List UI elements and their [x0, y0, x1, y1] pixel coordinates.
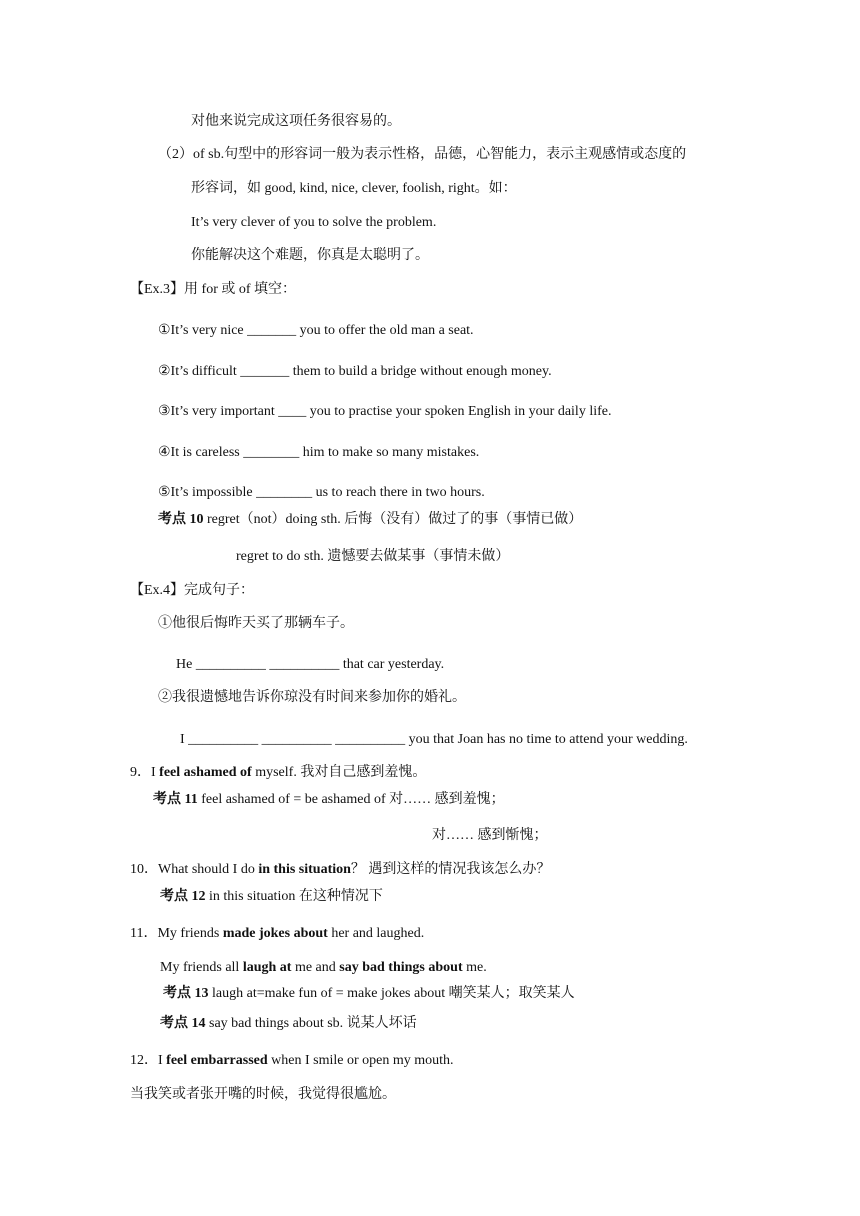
key-point	[163, 985, 575, 1003]
key-point	[153, 791, 505, 809]
sentence-text: 11．My friends	[130, 926, 223, 941]
sentence-text: myself. 我对自己感到羞愧。	[251, 765, 427, 780]
key-point-text: in this situation 在这种情况下	[205, 889, 383, 904]
text-line: 对他来说完成这项任务很容易的。	[191, 114, 401, 129]
key-point-label: 考点 13	[163, 986, 209, 1001]
sentence-phrase: in this situation	[258, 862, 351, 877]
sentence-10	[130, 861, 550, 879]
key-point	[158, 511, 582, 529]
sentence-text: 9．I	[130, 765, 160, 780]
text-line: 形容词，如 good, kind, nice, clever, foolish, right。如：	[191, 181, 517, 196]
sentence-phrase: made jokes about	[222, 926, 328, 941]
exercise-item: ④It is careless ________ him to make so many mistakes.	[158, 445, 480, 460]
key-point-text: feel ashamed of = be ashamed of 对…… 感到羞愧；	[197, 792, 505, 807]
text-line: It’s very clever of you to solve the problem.	[191, 215, 437, 230]
key-point-label: 考点 10	[158, 512, 204, 527]
sentence-phrase: feel ashamed of	[159, 765, 252, 780]
key-point-text: regret（not）doing sth. 后悔（没有）做过了的事（事情已做）	[203, 512, 583, 527]
sentence-text: My friends all	[160, 960, 243, 975]
key-point-text: laugh at=make fun of = make jokes about 嘲笑某人；取笑某人	[208, 986, 575, 1001]
text-line: 对…… 感到惭愧；	[432, 828, 548, 843]
sentence-11	[130, 925, 424, 943]
sentence-text: her and laughed.	[327, 926, 425, 941]
text-line: 当我笑或者张开嘴的时候，我觉得很尴尬。	[130, 1087, 396, 1102]
text-line: regret to do sth. 遗憾要去做某事（事情未做）	[236, 549, 510, 564]
exercise-item: ①他很后悔昨天买了那辆车子。	[158, 616, 354, 631]
sentence-phrase: laugh at	[242, 960, 292, 975]
sentence-text: me.	[462, 960, 487, 975]
exercise-item: ①It’s very nice _______ you to offer the old man a seat.	[158, 323, 474, 338]
sentence-9	[130, 764, 426, 782]
exercise-heading: 【Ex.3】用 for 或 of 填空：	[130, 282, 297, 297]
text-line: 你能解决这个难题，你真是太聪明了。	[191, 248, 429, 263]
exercise-answer-line: I __________ __________ __________ you that Joan has no time to attend your wedding.	[180, 732, 688, 747]
key-point	[160, 1015, 417, 1033]
sentence-phrase: feel embarrassed	[166, 1053, 268, 1068]
exercise-heading: 【Ex.4】完成句子：	[130, 583, 255, 598]
exercise-answer-line: He __________ __________ that car yesterday.	[176, 657, 445, 672]
sentence-text: 12．I	[130, 1053, 167, 1068]
exercise-item: ⑤It’s impossible ________ us to reach there in two hours.	[158, 485, 485, 500]
key-point	[160, 888, 383, 906]
key-point-label: 考点 12	[160, 889, 206, 904]
key-point-label: 考点 11	[153, 792, 198, 807]
sentence-12	[130, 1052, 454, 1070]
sentence-text: me and	[291, 960, 340, 975]
sentence-phrase: say bad things about	[339, 960, 463, 975]
key-point-label: 考点 14	[160, 1016, 206, 1031]
text-line: （2）of sb.句型中的形容词一般为表示性格，品德，心智能力，表示主观感情或态度的	[158, 147, 687, 162]
exercise-item: ②我很遗憾地告诉你琼没有时间来参加你的婚礼。	[158, 690, 466, 705]
exercise-item: ②It’s difficult _______ them to build a bridge without enough money.	[158, 364, 552, 379]
key-point-text: say bad things about sb. 说某人坏话	[205, 1016, 417, 1031]
sentence-text: 10．What should I do	[130, 862, 259, 877]
sentence-11-alt	[160, 959, 487, 977]
sentence-text: when I smile or open my mouth.	[267, 1053, 454, 1068]
sentence-text: ？ 遇到这样的情况我该怎么办？	[350, 862, 551, 877]
exercise-item: ③It’s very important ____ you to practise your spoken English in your daily life.	[158, 404, 612, 419]
